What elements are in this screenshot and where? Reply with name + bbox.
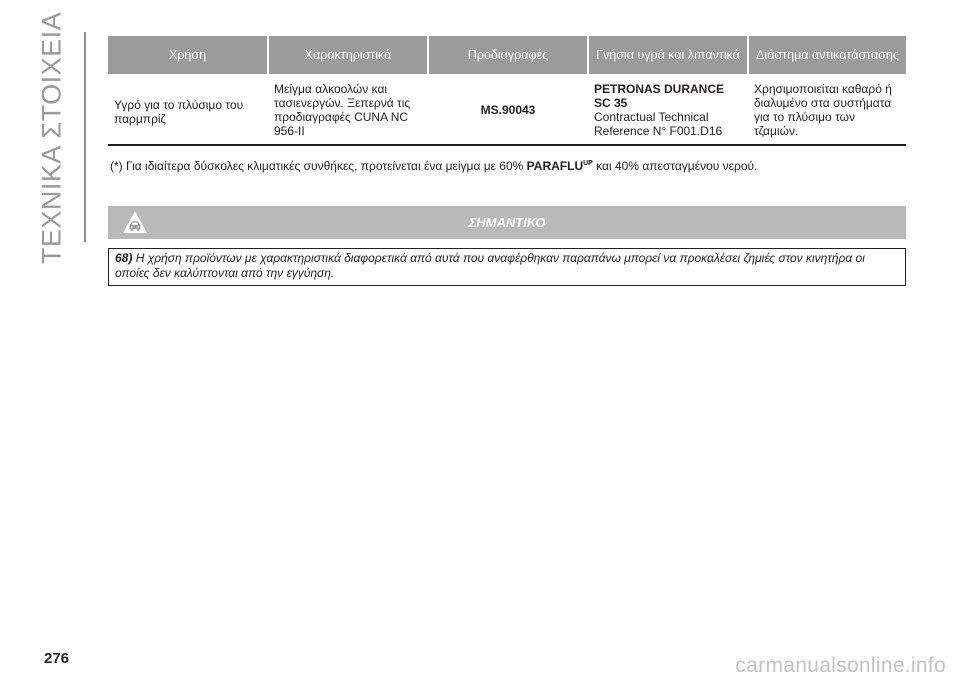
section-side-title — [22, 11, 82, 264]
footnote-brand-sup: UP — [583, 160, 593, 167]
footnote-text: (*) Για ιδιαίτερα δύσκολες κλιματικές συνθήκες, προτείνεται ένα μείγμα με 60% — [110, 159, 524, 173]
header-use: Χρήση — [108, 36, 268, 74]
important-header — [108, 206, 906, 239]
header-genuine-fluids: Γνήσια υγρά και λιπαντικά — [588, 36, 748, 74]
important-title: ΣΗΜΑΝΤΙΚΟ — [468, 215, 546, 230]
important-note — [108, 248, 906, 286]
side-divider — [84, 32, 86, 242]
footnote-brand-name: PARAFLU — [526, 159, 584, 173]
footnote-brand — [527, 159, 593, 173]
fluid-name-line2: SC 35 — [594, 96, 628, 110]
cell-interval: Χρησιμοποιείται καθαρό ή διαλυμένο στα συστήματα για το πλύσιμο των τζαμιών. — [748, 74, 906, 145]
cell-genuine-fluid — [588, 74, 748, 145]
fluid-ref-line1: Contractual Technical — [594, 110, 709, 124]
watermark: carmanualsonline.info — [735, 654, 946, 677]
cell-use: Υγρό για το πλύσιμο του παρμπρίζ — [108, 74, 268, 145]
important-text — [115, 251, 895, 281]
table-header-row — [108, 36, 906, 74]
section-side-title-text: ΤΕΧΝΙΚΑ ΣΤΟΙΧΕΙΑ — [36, 11, 67, 264]
header-specifications: Προδιαγραφές — [428, 36, 588, 74]
table-row — [108, 74, 906, 145]
cell-specification: MS.90043 — [428, 74, 588, 145]
important-body: Η χρήση προϊόντων με χαρακτηριστικά διαφορετικά από αυτά που αναφέρθηκαν παραπάνω μπορεί να προκαλέσει ζημιές στον κινητήρα οι οποίες δεν καλύπτονται από την εγγύηση. — [115, 251, 865, 280]
footnote — [110, 159, 757, 173]
page-number: 276 — [44, 650, 70, 667]
footnote-text-end: και 40% απεσταγμένου νερού. — [596, 159, 758, 173]
fluid-spec-table — [108, 36, 906, 146]
cell-characteristics: Μείγμα αλκοολών και τασιενεργών. Ξεπερνά τις προδιαγραφές CUNA NC 956-II — [268, 74, 428, 145]
fluid-ref-line2: Reference N° F001.D16 — [594, 124, 723, 138]
important-ref: 68) — [115, 251, 133, 265]
header-replacement-interval: Διάστημα αντικατάστασης — [748, 36, 906, 74]
fluid-name-line1: PETRONAS DURANCE — [594, 82, 725, 96]
header-characteristics: Χαρακτηριστικά — [268, 36, 428, 74]
